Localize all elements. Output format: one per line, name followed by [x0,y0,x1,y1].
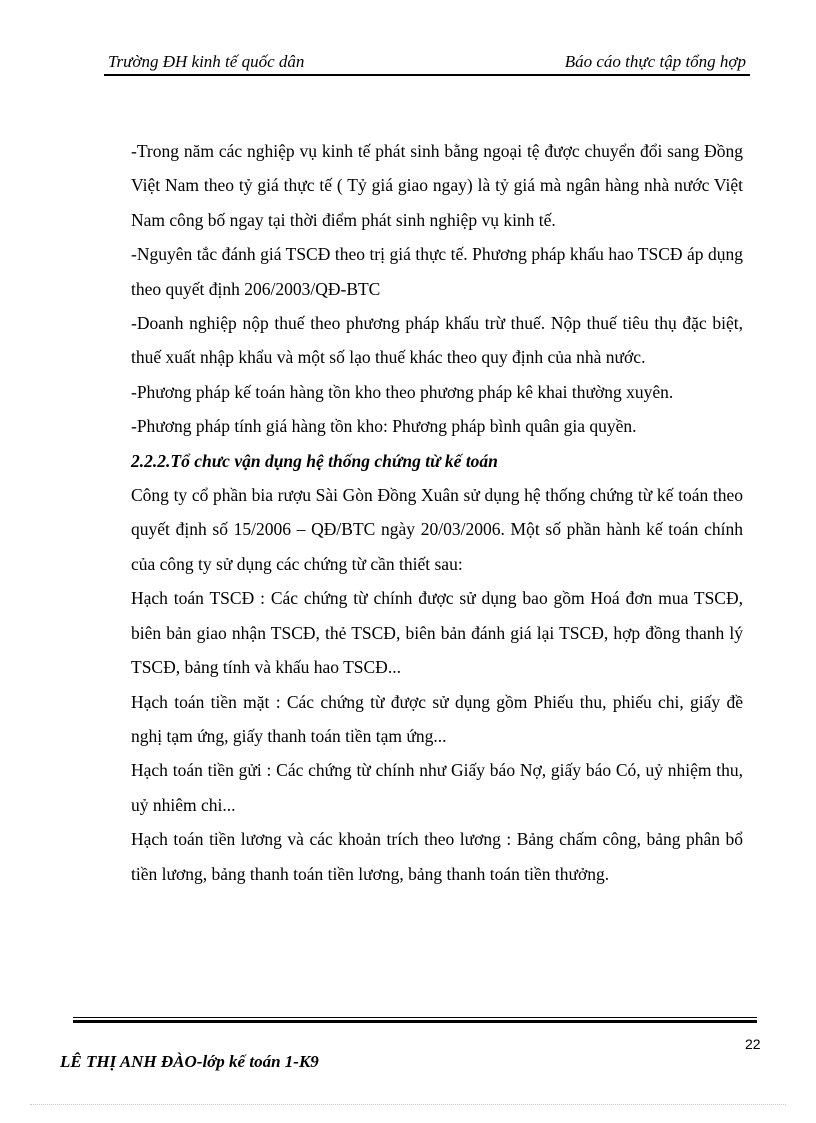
paragraph: Hạch toán tiền mặt : Các chứng từ được sử dụng gồm Phiếu thu, phiếu chi, giấy đề nghị tạm ứng, giấy thanh toán tiền tạm ứng... [131,691,743,746]
header-report-title: Báo cáo thực tập tổng hợp [564,52,746,71]
header-school: Trường ĐH kinh tế quốc dân [108,52,305,71]
footer-rule-thin [73,1017,757,1018]
paragraph: Công ty cổ phần bia rượu Sài Gòn Đồng Xuân sử dụng hệ thống chứng từ kế toán theo quyết định số 15/2006 – QĐ/BTC ngày 20/03/2006. Một số phần hành kế toán chính của công ty sử dụng các chứng từ cần thiết sau: [131,485,743,574]
paragraph: Hạch toán tiền lương và các khoản trích theo lương : Bảng chấm công, bảng phân bổ tiền lương, bảng thanh toán tiền lương, bảng thanh toán tiền thưởng. [131,829,743,884]
document-body [131,134,743,891]
paragraph: -Phương pháp kế toán hàng tồn kho theo phương pháp kê khai thường xuyên. [131,381,674,402]
page-number: 22 [745,1036,761,1052]
paragraph: -Doanh nghiệp nộp thuế theo phương pháp khấu trừ thuế. Nộp thuế tiêu thụ đặc biệt, thuế xuất nhập khẩu và một số lạo thuế khác theo quy định của nhà nước. [131,313,743,368]
footer-rule-thick [73,1020,757,1023]
paragraph: -Nguyên tắc đánh giá TSCĐ theo trị giá thực tế. Phương pháp khấu hao TSCĐ áp dụng theo quyết định 206/2003/QĐ-BTC [131,244,743,299]
page-bottom-divider [30,1104,786,1105]
paragraph: -Trong năm các nghiệp vụ kinh tế phát sinh bằng ngoại tệ được chuyển đổi sang Đồng Việt Nam theo tỷ giá thực tế ( Tỷ giá giao ngay) là tỷ giá mà ngân hàng nhà nước Việt Nam công bố ngay tại thời điểm phát sinh nghiệp vụ kinh tế. [131,141,743,230]
header-rule [104,74,750,76]
paragraph: Hạch toán tiền gửi : Các chứng từ chính như Giấy báo Nợ, giấy báo Có, uỷ nhiệm thu, uỷ nhiêm chi... [131,760,743,815]
paragraph: -Phương pháp tính giá hàng tồn kho: Phương pháp bình quân gia quyền. [131,416,637,437]
paragraph: Hạch toán TSCĐ : Các chứng từ chính được sử dụng bao gồm Hoá đơn mua TSCĐ, biên bản giao nhận TSCĐ, thẻ TSCĐ, biên bản đánh giá lại TSCĐ, hợp đồng thanh lý TSCĐ, bảng tính và khấu hao TSCĐ... [131,588,743,678]
page-header [104,50,750,76]
section-heading: 2.2.2.Tổ chưc vận dụng hệ thống chứng từ kế toán [131,450,498,471]
footer-rule [73,1017,757,1023]
footer-author: LÊ THỊ ANH ĐÀO-lớp kế toán 1-K9 [60,1052,319,1071]
